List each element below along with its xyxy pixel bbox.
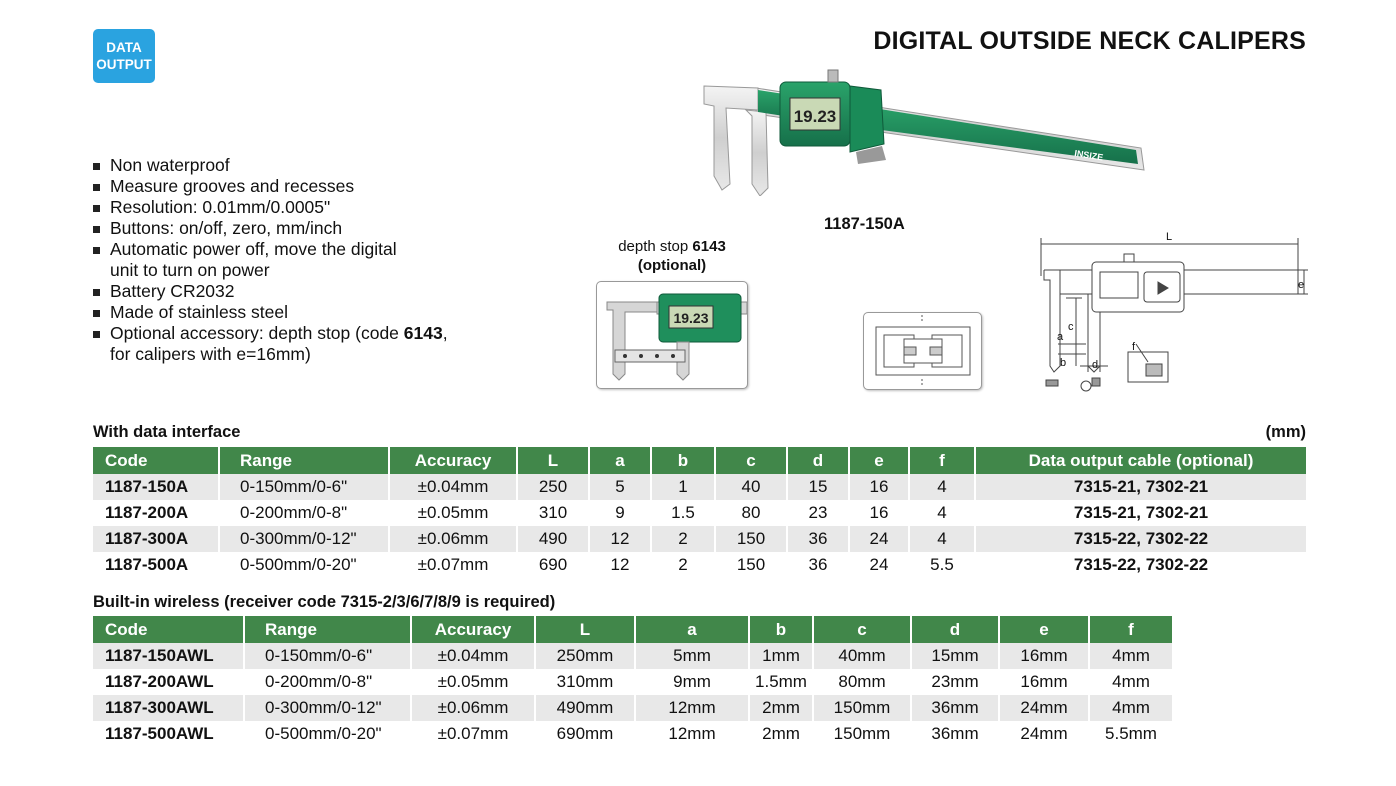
dimension-drawing (1036, 226, 1311, 396)
table-data-interface (93, 447, 1306, 578)
page-title: DIGITAL OUTSIDE NECK CALIPERS (873, 27, 1306, 55)
feature-item-continued: unit to turn on power (110, 260, 270, 280)
header-accuracy: Accuracy (411, 616, 535, 643)
feature-item: Optional accessory: depth stop (code 6143, (93, 323, 448, 344)
table-built-in-wireless (93, 616, 1172, 747)
badge-line-1: DATA (106, 40, 142, 55)
header-e: e (849, 447, 909, 474)
data-output-badge (93, 29, 155, 83)
table2-heading: Built-in wireless (receiver code 7315-2/3/6/7/8/9 is required) (93, 593, 556, 611)
header-accuracy: Accuracy (389, 447, 517, 474)
feature-item: Automatic power off, move the digital (93, 239, 448, 260)
caliper-display-value: 19.23 (793, 107, 837, 126)
depth-photo-display-value: 19.23 (673, 310, 709, 326)
caliper-image (696, 66, 1148, 196)
header-code: Code (93, 447, 219, 474)
dim-label-c: c (1068, 321, 1074, 333)
dim-label-L: L (1166, 231, 1173, 243)
header-c: c (715, 447, 787, 474)
dim-label-e: e (1298, 279, 1305, 291)
depth-stop-photo (596, 281, 748, 389)
header-e: e (999, 616, 1089, 643)
header-c: c (813, 616, 911, 643)
table-row: 1187-500AWL 0-500mm/0-20" ±0.07mm 690mm 12mm 2mm 150mm 36mm 24mm 5.5mm (93, 721, 1172, 747)
header-L: L (517, 447, 589, 474)
caliper-brand-label: INSIZE (1073, 148, 1104, 163)
header-range: Range (244, 616, 411, 643)
dim-label-d: d (1092, 359, 1099, 371)
dim-label-f: f (1132, 341, 1136, 353)
header-f: f (909, 447, 975, 474)
header-d: d (911, 616, 999, 643)
table-row: 1187-200A 0-200mm/0-8" ±0.05mm 310 9 1.5 80 23 16 4 7315-21, 7302-21 (93, 500, 1306, 526)
table-row: 1187-300A 0-300mm/0-12" ±0.06mm 490 12 2 150 36 24 4 7315-22, 7302-22 (93, 526, 1306, 552)
unit-label: (mm) (1265, 423, 1306, 441)
feature-list (93, 155, 448, 365)
badge-line-2: OUTPUT (96, 57, 152, 72)
header-code: Code (93, 616, 244, 643)
feature-item: Non waterproof (93, 155, 448, 176)
feature-item: Made of stainless steel (93, 302, 448, 323)
table-row: 1187-200AWL 0-200mm/0-8" ±0.05mm 310mm 9mm 1.5mm 80mm 23mm 16mm 4mm (93, 669, 1172, 695)
dim-label-b: b (1060, 357, 1067, 369)
header-a: a (589, 447, 651, 474)
table-header-row (93, 616, 1172, 643)
feature-item-continued: for calipers with e=16mm) (110, 344, 311, 364)
groove-illustration (863, 312, 982, 390)
feature-item: Buttons: on/off, zero, mm/inch (93, 218, 448, 239)
feature-code: 6143 (403, 323, 443, 343)
header-L: L (535, 616, 635, 643)
header-d: d (787, 447, 849, 474)
header-cable: Data output cable (optional) (975, 447, 1306, 474)
table-row: 1187-150A 0-150mm/0-6" ±0.04mm 250 5 1 40 15 16 4 7315-21, 7302-21 (93, 474, 1306, 500)
header-a: a (635, 616, 749, 643)
header-b: b (749, 616, 813, 643)
header-range: Range (219, 447, 389, 474)
dim-label-a: a (1057, 331, 1064, 343)
depth-stop-caption: depth stop 6143 (optional) (618, 238, 726, 274)
table-row: 1187-500A 0-500mm/0-20" ±0.07mm 690 12 2 150 36 24 5.5 7315-22, 7302-22 (93, 552, 1306, 578)
header-b: b (651, 447, 715, 474)
feature-item: Resolution: 0.01mm/0.0005" (93, 197, 448, 218)
table1-heading: With data interface (93, 423, 241, 441)
table-header-row (93, 447, 1306, 474)
table-row: 1187-300AWL 0-300mm/0-12" ±0.06mm 490mm 12mm 2mm 150mm 36mm 24mm 4mm (93, 695, 1172, 721)
feature-item: Battery CR2032 (93, 281, 448, 302)
feature-item: Measure grooves and recesses (93, 176, 448, 197)
model-label: 1187-150A (824, 215, 905, 233)
table-row: 1187-150AWL 0-150mm/0-6" ±0.04mm 250mm 5mm 1mm 40mm 15mm 16mm 4mm (93, 643, 1172, 669)
header-f: f (1089, 616, 1172, 643)
